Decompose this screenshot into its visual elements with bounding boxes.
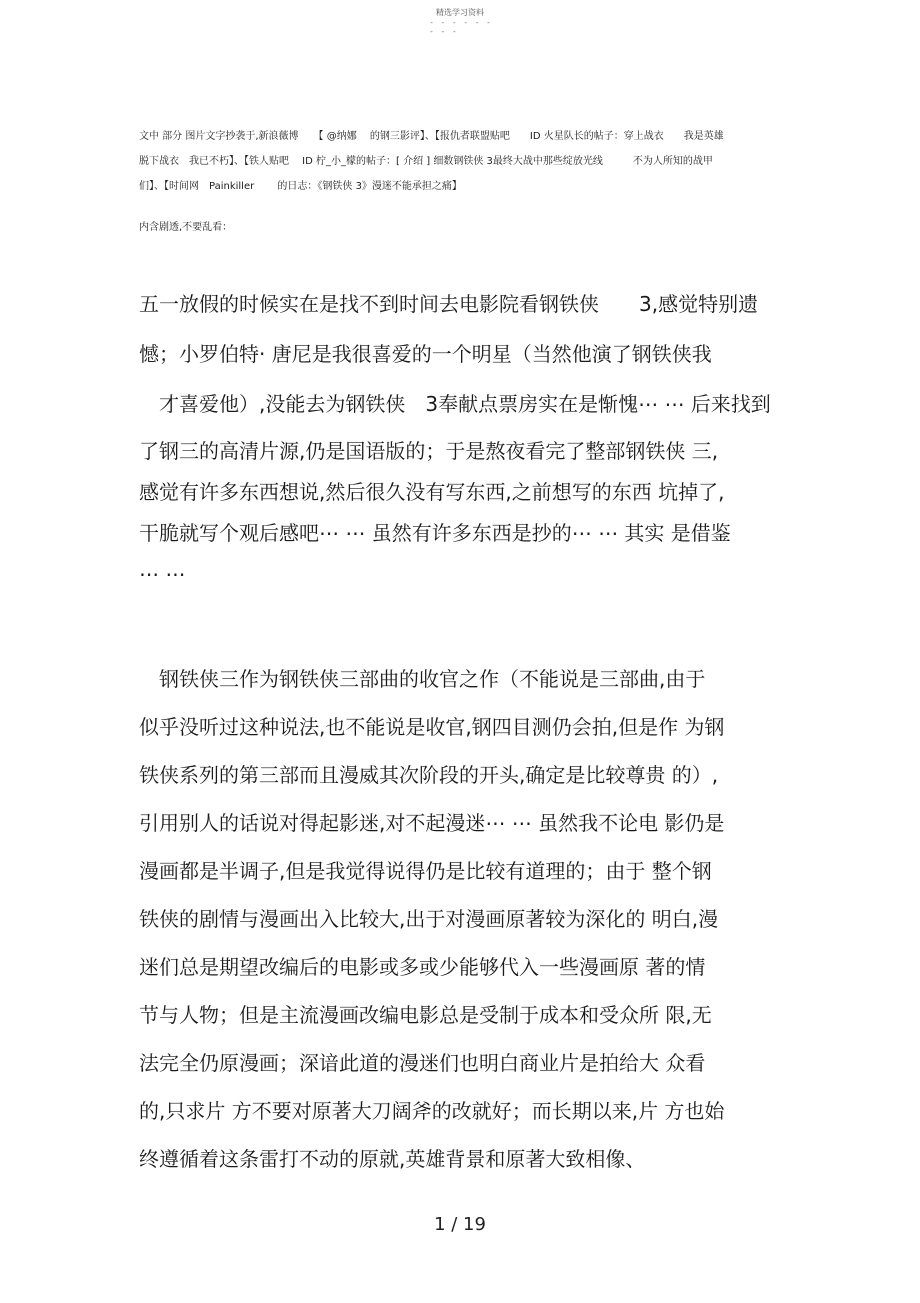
paragraph-line: 似乎没听过这种说法,也不能说是收官,钢四目测仍会拍,但是作 为钢: [139, 715, 725, 739]
source-line: 脱下战衣 我已不朽】、【铁人贴吧 ID 柠_小_檬的帖子：[ 介绍 ] 细数钢铁侠 3最终大战中那些绽放光线 不为人所知的战甲: [139, 156, 713, 167]
paragraph-review: [139, 655, 779, 1183]
paragraph-line: 铁侠系列的第三部而且漫威其次阶段的开头,确定是比较尊贵 的）,: [139, 763, 719, 787]
paragraph-line: 的,只求片 方不要对原著大刀阔斧的改就好；而长期以来,片 方也始: [139, 1099, 725, 1123]
paragraph-line: 五一放假的时候实在是找不到时间去电影院看钢铁侠 3,感觉特别遗: [139, 292, 759, 316]
paragraph-line: 了钢三的高清片源,仍是国语版的；于是熬夜看完了整部钢铁侠 三,: [139, 439, 719, 463]
header-dash-bottom: - - -: [430, 27, 459, 36]
paragraph-intro: [139, 279, 779, 429]
paragraph-line: 节与人物；但是主流漫画改编电影总是受制于成本和受众所 限,无: [139, 1003, 712, 1027]
paragraph-source: [139, 431, 779, 595]
paragraph-line: ⋯ ⋯: [139, 562, 186, 586]
paragraph-line: 感觉有许多东西想说,然后很久没有写东西,之前想写的东西 坑掉了,: [139, 480, 725, 504]
paragraph-line: 迷们总是期望改编后的电影或多或少能够代入一些漫画原 著的情: [139, 955, 706, 979]
header-dash-top: - - - - - -: [430, 18, 494, 27]
header-note: 精选学习资料: [436, 8, 484, 17]
page-number: 1 / 19: [434, 1214, 486, 1235]
paragraph-line: 引用别人的话说对得起影迷,对不起漫迷⋯ ⋯ 虽然我不论电 影仍是: [139, 811, 725, 835]
paragraph-line: 钢铁侠三作为钢铁侠三部曲的收官之作（不能说是三部曲,由于: [139, 667, 706, 691]
source-attribution: [139, 124, 779, 199]
paragraph-line: 铁侠的剧情与漫画出入比较大,出于对漫画原著较为深化的 明白,漫: [139, 907, 719, 931]
source-line: 们】、【时间网 Painkiller 的日志：《钢铁侠 3》漫迷不能承担之痛】: [139, 181, 462, 192]
paragraph-line: 憾；小罗伯特· 唐尼是我很喜爱的一个明星（当然他演了钢铁侠我: [139, 342, 712, 366]
paragraph-line: 终遵循着这条雷打不动的原就,英雄背景和原著大致相像、: [139, 1147, 646, 1171]
header-dash: [430, 18, 500, 36]
paragraph-line: 才喜爱他）,没能去为钢铁侠 3奉献点票房实在是惭愧⋯ ⋯ 后来找到: [139, 392, 771, 416]
paragraph-line: 法完全仍原漫画；深谙此道的漫迷们也明白商业片是拍给大 众看: [139, 1051, 706, 1075]
source-line: 文中 部分 图片文字抄袭于,新浪薇博 【 @纳娜 的钢三影评】、【报仇者联盟贴吧 ID 火星队长的帖子：穿上战衣 我是英雄: [139, 131, 724, 142]
paragraph-line: 干脆就写个观后感吧⋯ ⋯ 虽然有许多东西是抄的⋯ ⋯ 其实 是借鉴: [139, 521, 731, 545]
paragraph-line: 漫画都是半调子,但是我觉得说得仍是比较有道理的；由于 整个钢: [139, 859, 712, 883]
spoiler-note: 内含剧透,不要乱看：: [139, 222, 233, 233]
